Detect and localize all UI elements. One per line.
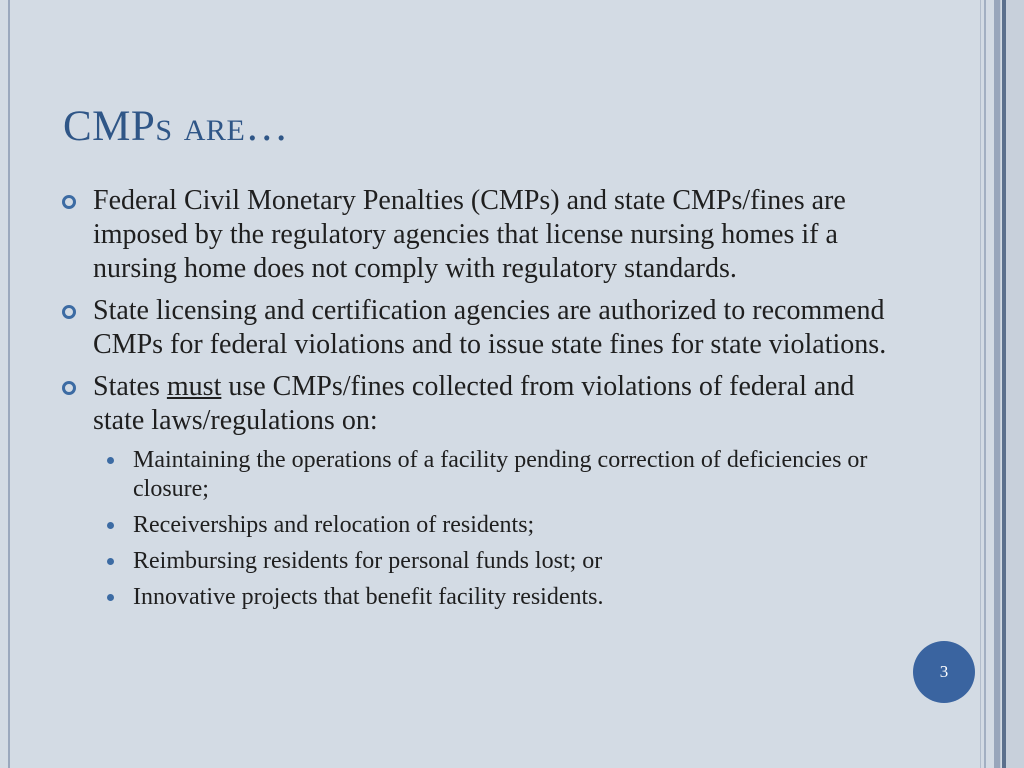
stripe: [980, 0, 981, 768]
emphasis-must: must: [166, 371, 222, 402]
dot-bullet-icon: [107, 594, 114, 601]
bullet-item: [62, 184, 892, 286]
sub-bullet-text: Receiverships and relocation of residents;: [133, 512, 535, 538]
dot-bullet-icon: [107, 558, 114, 565]
page-number-badge: [913, 641, 975, 703]
sub-bullet-list: [62, 446, 892, 612]
slide-title: CMPs are…: [63, 103, 289, 150]
stripe: [1000, 0, 1001, 768]
sub-bullet-item: [62, 547, 892, 576]
sub-bullet-text: Maintaining the operations of a facility pending correction of deficiencies or closure;: [133, 447, 868, 502]
stripe: [984, 0, 986, 768]
circle-bullet-icon: [62, 195, 76, 209]
sub-bullet-text: Reimbursing residents for personal funds lost; or: [133, 548, 603, 574]
bullet-item: [62, 294, 892, 362]
bullet-item: [62, 370, 892, 438]
stripe: [1006, 0, 1024, 768]
circle-bullet-icon: [62, 305, 76, 319]
bullet-text-end: use CMPs/fines collected from violations of federal and state laws/regulations on:: [93, 371, 855, 436]
dot-bullet-icon: [107, 457, 114, 464]
sub-bullet-text: Innovative projects that benefit facility residents.: [133, 584, 604, 610]
sub-bullet-item: [62, 446, 892, 504]
bullet-text: State licensing and certification agencies are authorized to recommend CMPs for federal violations and to issue state fines for state violations.: [93, 295, 887, 360]
bullet-text: Federal Civil Monetary Penalties (CMPs) and state CMPs/fines are imposed by the regulatory agencies that license nursing homes if a nursing home does not comply with regulatory standards.: [93, 185, 846, 284]
dot-bullet-icon: [107, 522, 114, 529]
page-number: 3: [939, 662, 949, 681]
sub-bullet-item: [62, 511, 892, 540]
bullet-text-start: States: [93, 371, 167, 402]
right-decorative-stripes: [980, 0, 1024, 768]
bullet-list: [62, 184, 892, 619]
circle-bullet-icon: [62, 381, 76, 395]
left-border-rule: [8, 0, 10, 768]
sub-bullet-item: [62, 583, 892, 612]
